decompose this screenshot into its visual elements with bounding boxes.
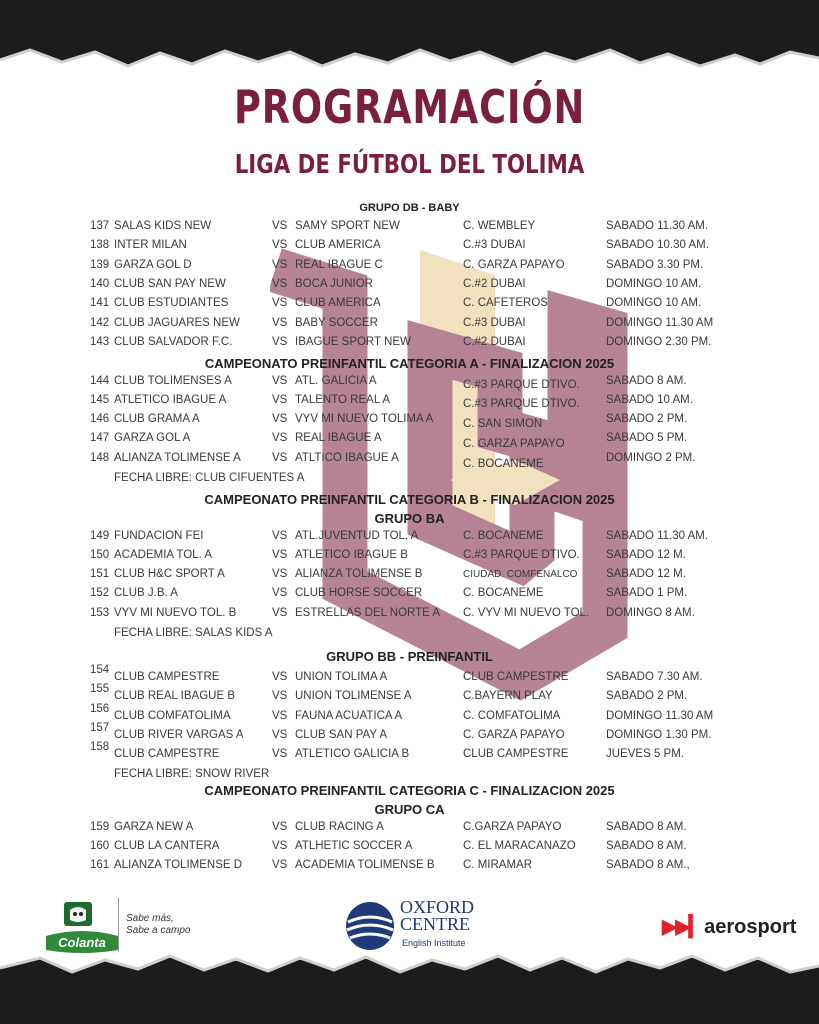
match-row: [0, 664, 819, 691]
vs-label: VS: [272, 840, 288, 852]
away-team: ACADEMIA TOLIMENSE B: [295, 859, 435, 871]
match-number: 149: [90, 530, 110, 542]
venue: C. GARZA PAPAYO: [463, 259, 565, 271]
match-number: 158: [90, 741, 110, 753]
home-team: SALAS KIDS NEW: [114, 220, 212, 232]
match-number: 147: [90, 432, 110, 444]
away-team: UNION TOLIMA A: [295, 671, 388, 683]
match-row: [0, 859, 819, 879]
away-team: ATLTICO IBAGUE A: [295, 452, 399, 464]
vs-label: VS: [272, 317, 288, 329]
group-heading-ca: GRUPO CA: [374, 802, 445, 817]
venue: C.#2 DUBAI: [463, 336, 526, 348]
vs-label: VS: [272, 220, 288, 232]
home-team: CLUB CAMPESTRE: [114, 671, 220, 683]
venue: C.GARZA PAPAYO: [463, 821, 562, 833]
away-team: REAL IBAGUE A: [295, 432, 382, 444]
match-time: SABADO 2 PM.: [606, 413, 688, 425]
aerosport-name: aerosport: [704, 916, 797, 938]
match-time: SABADO 12 M.: [606, 549, 686, 561]
away-team: CLUB AMERICA: [295, 239, 381, 251]
match-number: 141: [90, 297, 110, 309]
vs-label: VS: [272, 859, 288, 871]
vs-label: VS: [272, 568, 288, 580]
home-team: CLUB REAL IBAGUE B: [114, 690, 236, 702]
venue: C. SAN SIMON: [463, 418, 543, 430]
venue: C. MIRAMAR: [463, 859, 532, 871]
match-time: SABADO 11.30 AM.: [606, 530, 709, 542]
section-heading-categoria-b: CAMPEONATO PREINFANTIL CATEGORIA B - FINALIZACION 2025: [204, 492, 615, 507]
cow-logo-icon: [44, 900, 124, 956]
away-team: ESTRELLAS DEL NORTE A: [295, 607, 441, 619]
venue: C. EL MARACANAZO: [463, 840, 576, 852]
home-team: ACADEMIA TOL. A: [114, 549, 213, 561]
away-team: BABY SOCCER: [295, 317, 378, 329]
match-row: [0, 568, 819, 588]
vs-label: VS: [272, 690, 288, 702]
oxford-line-1: OXFORD: [400, 897, 475, 917]
match-number: 140: [90, 278, 110, 290]
away-team: SAMY SPORT NEW: [295, 220, 400, 232]
match-time: SABADO 10 AM.: [606, 394, 693, 406]
home-team: CLUB COMFATOLIMA: [114, 710, 231, 722]
home-team: CLUB SAN PAY NEW: [114, 278, 226, 290]
venue: CIUDAD. COMFENALCO: [463, 569, 578, 580]
match-row: [0, 683, 819, 710]
match-number: 143: [90, 336, 110, 348]
venue: C. VYV MI NUEVO TOL.: [463, 607, 590, 619]
match-row: [0, 239, 819, 259]
match-number: 152: [90, 587, 110, 599]
match-time: SABADO 2 PM.: [606, 690, 688, 702]
match-time: SABADO 12 M.: [606, 568, 686, 580]
match-row: [0, 530, 819, 550]
home-team: FUNDACION FEI: [114, 530, 204, 542]
away-team: CLUB SAN PAY A: [295, 729, 388, 741]
home-team: ATLETICO IBAGUE A: [114, 394, 227, 406]
colanta-tag-line-1: Sabe más,: [126, 913, 174, 924]
colanta-brand: Colanta: [58, 935, 106, 950]
match-time: SABADO 5 PM.: [606, 432, 688, 444]
venue: C. CAFETEROS: [463, 297, 548, 309]
vs-label: VS: [272, 710, 288, 722]
home-team: ALIANZA TOLIMENSE A: [114, 452, 241, 464]
oxford-line-2: CENTRE: [400, 914, 470, 934]
match-time: SABADO 11.30 AM.: [606, 220, 709, 232]
match-time: SABADO 1 PM.: [606, 587, 688, 599]
vs-label: VS: [272, 413, 288, 425]
match-time: SABADO 3.30 PM.: [606, 259, 704, 271]
sponsor-bar: [0, 890, 819, 970]
home-team: VYV MI NUEVO TOL. B: [114, 607, 237, 619]
match-row: [0, 297, 819, 317]
match-row: [0, 259, 819, 279]
match-time: SABADO 10.30 AM.: [606, 239, 709, 251]
venue: C. GARZA PAPAYO: [463, 729, 565, 741]
vs-label: VS: [272, 394, 288, 406]
match-number: 154: [90, 664, 110, 676]
match-time: SABADO 8 AM.: [606, 840, 687, 852]
match-number: 142: [90, 317, 110, 329]
match-number: 150: [90, 549, 110, 561]
vs-label: VS: [272, 375, 288, 387]
match-time: DOMINGO 10 AM.: [606, 278, 702, 290]
match-row: [0, 394, 819, 414]
away-team: ATL.JUVENTUD TOL. A: [295, 530, 419, 542]
home-team: GARZA GOL A: [114, 432, 191, 444]
home-team: CLUB LA CANTERA: [114, 840, 220, 852]
match-time: SABADO 8 AM.,: [606, 859, 690, 871]
venue: C.#3 DUBAI: [463, 317, 526, 329]
home-team: GARZA NEW A: [114, 821, 194, 833]
vs-label: VS: [272, 278, 288, 290]
home-team: GARZA GOL D: [114, 259, 192, 271]
match-time: DOMINGO 10 AM.: [606, 297, 702, 309]
home-team: CLUB J.B. A: [114, 587, 178, 599]
home-team: ALIANZA TOLIMENSE D: [114, 859, 243, 871]
vs-label: VS: [272, 259, 288, 271]
away-team: UNION TOLIMENSE A: [295, 690, 412, 702]
away-team: CLUB RACING A: [295, 821, 384, 833]
vs-label: VS: [272, 452, 288, 464]
match-row: [0, 413, 819, 433]
home-team: CLUB SALVADOR F.C.: [114, 336, 233, 348]
sponsor-divider: [118, 898, 119, 952]
oxford-subtitle: English Institute: [402, 938, 466, 948]
venue: C. GARZA PAPAYO: [463, 438, 565, 450]
match-time: DOMINGO 11.30 AM: [606, 710, 714, 722]
fecha-libre: FECHA LIBRE: SALAS KIDS A: [114, 627, 273, 639]
away-team: ATLETICO GALICIA B: [295, 748, 410, 760]
section-heading-grupo-bb: GRUPO BB - PREINFANTIL: [326, 649, 493, 664]
away-team: TALENTO REAL A: [295, 394, 391, 406]
home-team: CLUB ESTUDIANTES: [114, 297, 229, 309]
match-number: 151: [90, 568, 110, 580]
match-row: [0, 278, 819, 298]
away-team: VYV MI NUEVO TOLIMA A: [295, 413, 434, 425]
home-team: CLUB JAGUARES NEW: [114, 317, 240, 329]
match-number: 148: [90, 452, 110, 464]
vs-label: VS: [272, 607, 288, 619]
away-team: ATLHETIC SOCCER A: [295, 840, 413, 852]
match-number: 153: [90, 607, 110, 619]
away-team: ATLETICO IBAGUE B: [295, 549, 408, 561]
venue: C. COMFATOLIMA: [463, 710, 561, 722]
home-team: CLUB GRAMA A: [114, 413, 200, 425]
group-heading-ba: GRUPO BA: [374, 511, 445, 526]
section-heading-categoria-a: CAMPEONATO PREINFANTIL CATEGORIA A - FINALIZACION 2025: [204, 356, 615, 371]
vs-label: VS: [272, 748, 288, 760]
venue: C.#3 PARQUE DTIVO.: [463, 379, 580, 391]
match-row: [0, 607, 819, 627]
venue: C.BAYERN PLAY: [463, 690, 553, 702]
match-number: 137: [90, 220, 110, 232]
match-time: JUEVES 5 PM.: [606, 748, 684, 760]
match-number: 138: [90, 239, 110, 251]
match-row: [0, 840, 819, 860]
vs-label: VS: [272, 671, 288, 683]
match-row: [0, 432, 819, 452]
match-row: [0, 549, 819, 569]
home-team: CLUB H&C SPORT A: [114, 568, 225, 580]
page-subtitle: LIGA DE FÚTBOL DEL TOLIMA: [234, 150, 585, 180]
away-team: CLUB AMERICA: [295, 297, 381, 309]
venue: CLUB CAMPESTRE: [463, 748, 569, 760]
away-team: FAUNA ACUATICA A: [295, 710, 403, 722]
match-row: [0, 722, 819, 749]
venue: C. BOCANEME: [463, 587, 544, 599]
match-row: [0, 317, 819, 337]
venue: CLUB CAMPESTRE: [463, 671, 569, 683]
match-time: DOMINGO 2.30 PM.: [606, 336, 712, 348]
match-row: [0, 336, 819, 356]
match-number: 139: [90, 259, 110, 271]
venue: C.#3 PARQUE DTIVO.: [463, 398, 580, 410]
match-number: 160: [90, 840, 110, 852]
match-row: [0, 741, 819, 768]
venue: C. BOCANEME: [463, 458, 544, 470]
match-time: DOMINGO 1.30 PM.: [606, 729, 712, 741]
oxford-name: [400, 899, 474, 933]
venue: C. WEMBLEY: [463, 220, 536, 232]
vs-label: VS: [272, 530, 288, 542]
colanta-tag-line-2: Sabe a campo: [126, 925, 191, 936]
venue: C.#3 PARQUE DTIVO.: [463, 549, 580, 561]
vs-label: VS: [272, 336, 288, 348]
match-time: SABADO 8 AM.: [606, 375, 687, 387]
fecha-libre: FECHA LIBRE: SNOW RIVER: [114, 768, 270, 780]
venue: C. BOCANEME: [463, 530, 544, 542]
match-time: SABADO 7.30 AM.: [606, 671, 703, 683]
match-number: 144: [90, 375, 110, 387]
away-team: ALIANZA TOLIMENSE B: [295, 568, 423, 580]
vs-label: VS: [272, 821, 288, 833]
match-time: DOMINGO 8 AM.: [606, 607, 695, 619]
page-title: PROGRAMACIÓN: [233, 80, 586, 134]
aerosport-arrows-icon: ▶▶▎: [662, 916, 703, 938]
colanta-tagline: [126, 913, 191, 937]
match-row: [0, 452, 819, 472]
match-number: 157: [90, 722, 110, 734]
vs-label: VS: [272, 729, 288, 741]
match-number: 159: [90, 821, 110, 833]
match-time: SABADO 8 AM.: [606, 821, 687, 833]
home-team: CLUB TOLIMENSES A: [114, 375, 232, 387]
away-team: BOCA JUNIOR: [295, 278, 373, 290]
vs-label: VS: [272, 297, 288, 309]
away-team: IBAGUE SPORT NEW: [295, 336, 411, 348]
match-row: [0, 587, 819, 607]
home-team: CLUB RIVER VARGAS A: [114, 729, 244, 741]
vs-label: VS: [272, 432, 288, 444]
match-number: 161: [90, 859, 110, 871]
away-team: REAL IBAGUE C: [295, 259, 383, 271]
section-heading-grupo-db: GRUPO DB - BABY: [359, 202, 460, 214]
match-number: 155: [90, 683, 110, 695]
section-heading-categoria-c: CAMPEONATO PREINFANTIL CATEGORIA C - FINALIZACION 2025: [204, 783, 615, 798]
match-row: [0, 375, 819, 395]
match-number: 146: [90, 413, 110, 425]
aerosport-logo: [662, 914, 796, 939]
fecha-libre: FECHA LIBRE: CLUB CIFUENTES A: [114, 472, 305, 484]
vs-label: VS: [272, 549, 288, 561]
match-number: 156: [90, 703, 110, 715]
oxford-globe-icon: [344, 900, 396, 952]
match-row: [0, 821, 819, 841]
match-time: DOMINGO 2 PM.: [606, 452, 696, 464]
venue: C.#3 DUBAI: [463, 239, 526, 251]
vs-label: VS: [272, 587, 288, 599]
home-team: CLUB CAMPESTRE: [114, 748, 220, 760]
away-team: ATL. GALICIA A: [295, 375, 377, 387]
venue: C.#2 DUBAI: [463, 278, 526, 290]
vs-label: VS: [272, 239, 288, 251]
match-time: DOMINGO 11.30 AM: [606, 317, 714, 329]
match-row: [0, 703, 819, 730]
away-team: CLUB HORSE SOCCER: [295, 587, 423, 599]
match-number: 145: [90, 394, 110, 406]
home-team: INTER MILAN: [114, 239, 187, 251]
match-row: [0, 220, 819, 240]
